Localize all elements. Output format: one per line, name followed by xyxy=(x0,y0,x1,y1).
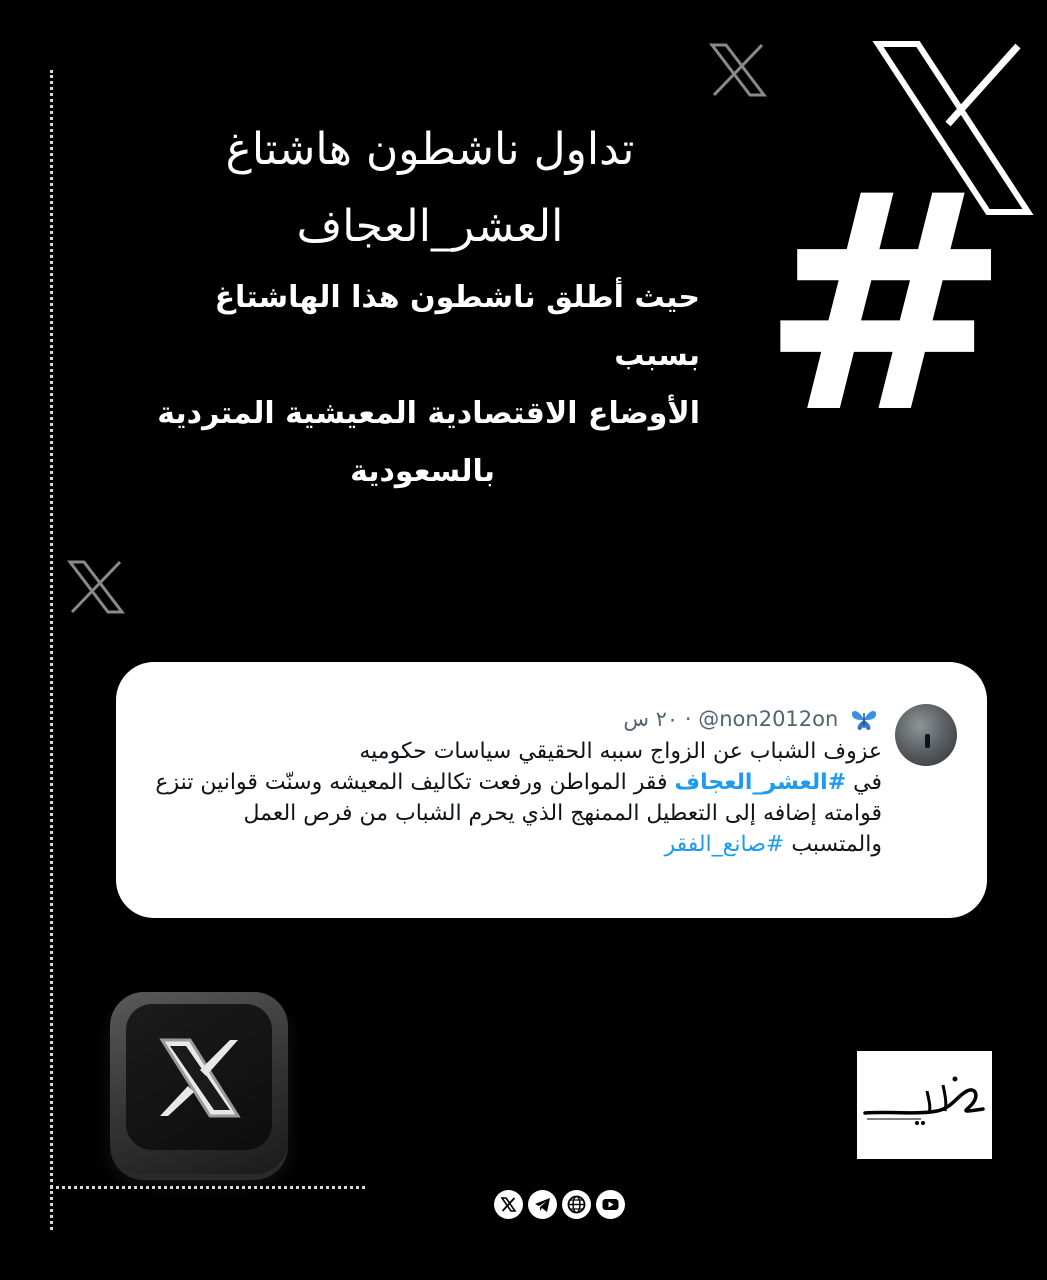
social-icons xyxy=(494,1190,625,1220)
tweet-handle[interactable]: @non2012on xyxy=(698,707,839,731)
subtitle-line-1: حيث أطلق ناشطون هذا الهاشتاغ بسبب xyxy=(214,280,700,373)
headline-subtitle xyxy=(150,269,710,501)
youtube-icon[interactable] xyxy=(596,1190,625,1219)
brand-logo xyxy=(857,1051,992,1159)
tweet-text xyxy=(155,736,882,860)
avatar[interactable] xyxy=(895,704,957,766)
globe-icon[interactable] xyxy=(562,1190,591,1219)
tweet-dot: · xyxy=(678,707,692,731)
brand-logo-mark xyxy=(857,1051,992,1159)
dotted-border-horizontal xyxy=(50,1186,365,1189)
dotted-border-vertical xyxy=(50,70,53,1230)
tweet-line-2-suffix: فقر المواطن ورفعت تكاليف المعيشه وسنّت قوانين تنزع xyxy=(155,770,668,795)
subtitle-line-3: بالسعودية xyxy=(350,454,495,489)
x-logo-outline-icon xyxy=(68,560,124,614)
hashtag-link-1[interactable]: #العشر_العجاف xyxy=(674,770,847,795)
x-logo-outline-icon xyxy=(710,43,766,97)
butterfly-icon xyxy=(851,709,877,731)
x-app-icon xyxy=(110,992,288,1174)
tweet-meta xyxy=(623,707,877,731)
x-app-icon-face xyxy=(126,1004,272,1150)
avatar-figure xyxy=(925,734,930,748)
headline xyxy=(150,115,710,501)
tweet-line-4-prefix: والمتسبب xyxy=(791,832,882,857)
x-logo-icon xyxy=(878,44,1028,214)
tweet-time: ٢٠ س xyxy=(623,707,679,731)
headline-line-2: العشر_العجاف xyxy=(296,201,564,252)
tweet-line-3: قوامته إضافه إلى التعطيل الممنهج الذي يحرم الشباب من فرص العمل xyxy=(243,801,882,826)
tweet-line-1: عزوف الشباب عن الزواج سببه الحقيقي سياسات حكوميه xyxy=(359,739,882,764)
x-icon[interactable] xyxy=(494,1190,523,1219)
tweet-card[interactable] xyxy=(116,662,987,918)
tweet-line-4 xyxy=(182,829,882,860)
hashtag-icon: # xyxy=(760,130,1012,479)
tweet-line-2 xyxy=(155,767,882,798)
headline-line-1: تداول ناشطون هاشتاغ xyxy=(225,124,635,175)
tweet-line-2-prefix: في xyxy=(853,770,882,795)
subtitle-line-2: الأوضاع الاقتصادية المعيشية المتردية xyxy=(157,396,700,431)
hashtag-link-2[interactable]: #صانع_الفقر xyxy=(664,832,785,857)
telegram-icon[interactable] xyxy=(528,1190,557,1219)
